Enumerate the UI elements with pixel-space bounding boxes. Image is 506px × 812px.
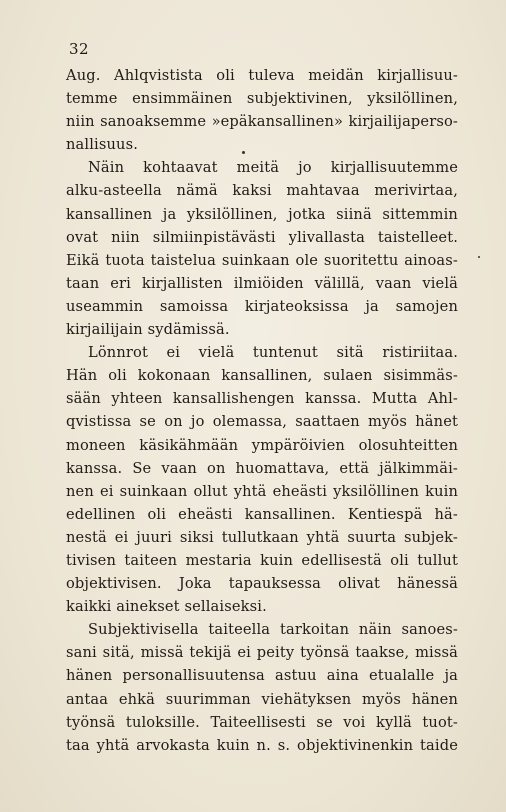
text-line: kaikki ainekset sellaiseksi. (66, 598, 267, 616)
text-line: työnsä tuloksille. Taiteellisesti se voi kyllä tuot- (66, 713, 458, 731)
text-line: Näin kohtaavat meitä jo kirjallisuutemme (88, 159, 458, 177)
print-speck (478, 256, 480, 258)
text-line: nallisuus. (66, 136, 139, 154)
text-line: sani sitä, missä tekijä ei peity työnsä taakse, missä (66, 644, 458, 662)
text-line: Hän oli kokonaan kansallinen, sulaen sisimmäs- (66, 367, 458, 385)
text-line: moneen käsikähmään ympäröivien olosuhteitten (66, 436, 458, 454)
text-line: Subjektivisella taiteella tarkoitan näin sanoes- (88, 621, 458, 639)
text-line: temme ensimmäinen subjektivinen, yksilöllinen, (66, 90, 458, 108)
text-line: niin sanoaksemme »epäkansallinen» kirjailijaperso- (66, 113, 458, 131)
text-line: objektivisen. Joka tapauksessa olivat hänessä (66, 575, 458, 593)
text-line: taa yhtä arvokasta kuin n. s. objektivinenkin taide (66, 736, 458, 754)
text-line: tivisen taiteen mestaria kuin edellisestä oli tullut (66, 551, 458, 569)
text-line: antaa ehkä suurimman viehätyksen myös hänen (66, 690, 458, 708)
text-line: useammin samoissa kirjateoksissa ja samojen (66, 297, 458, 315)
text-line: nen ei suinkaan ollut yhtä eheästi yksilöllinen kuin (66, 482, 458, 500)
text-line: kansallinen ja yksilöllinen, jotka siinä sittemmin (66, 205, 458, 223)
text-line: nestä ei juuri siksi tullutkaan yhtä suurta subjek- (66, 528, 458, 546)
text-line: ovat niin silmiinpistävästi ylivallasta taistelleet. (66, 228, 458, 246)
text-line: Lönnrot ei vielä tuntenut sitä ristiriitaa. (88, 344, 458, 362)
page-number: 32 (69, 40, 90, 58)
text-line: edellinen oli eheästi kansallinen. Kentiespä hä- (66, 505, 458, 523)
text-line: kirjailijain sydämissä. (66, 321, 230, 339)
text-line: taan eri kirjallisten ilmiöiden välillä, vaan vielä (66, 274, 458, 292)
text-line: alku-asteella nämä kaksi mahtavaa merivirtaa, (66, 182, 458, 200)
text-line: kanssa. Se vaan on huomattava, että jälkimmäi- (66, 459, 458, 477)
text-line: qvistissa se on jo olemassa, saattaen myös hänet (66, 413, 458, 431)
body-text (66, 64, 458, 757)
text-line: Aug. Ahlqvistista oli tuleva meidän kirjallisuu- (66, 67, 458, 84)
text-line: hänen personallisuutensa astuu aina etualalle ja (66, 667, 458, 685)
text-line: sään yhteen kansallishengen kanssa. Mutta Ahl- (66, 390, 458, 408)
print-speck (242, 151, 245, 154)
text-line: Eikä tuota taistelua suinkaan ole suoritettu ainoas- (66, 251, 458, 269)
